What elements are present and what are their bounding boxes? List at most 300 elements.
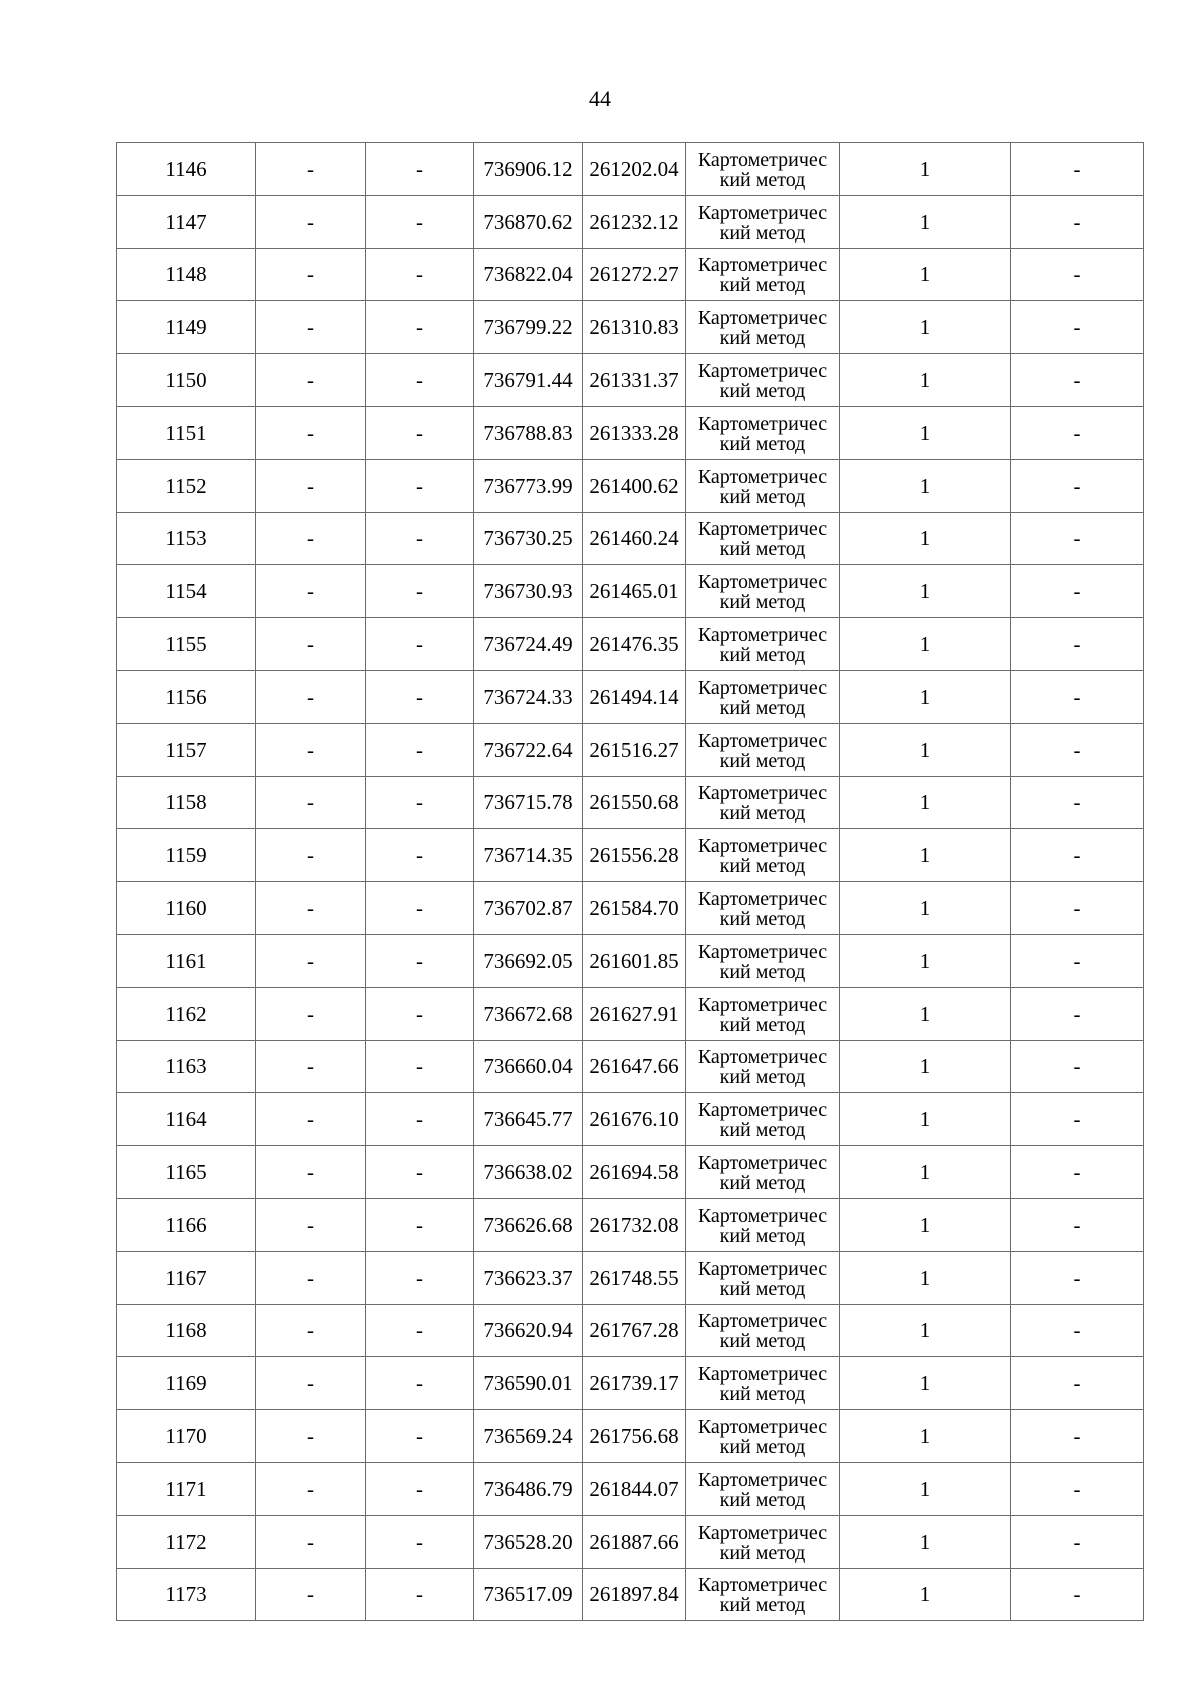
column-7-cell: 1: [840, 1410, 1011, 1463]
column-2-cell: -: [256, 987, 366, 1040]
column-7-cell: 1: [840, 987, 1011, 1040]
method-line-1: Картометричес: [697, 1363, 828, 1386]
point-number-cell: 1164: [117, 1093, 256, 1146]
column-7-cell: 1: [840, 195, 1011, 248]
method-cell: [686, 248, 840, 301]
column-2-cell: -: [256, 406, 366, 459]
column-3-cell: -: [366, 618, 474, 671]
column-2-cell: -: [256, 1304, 366, 1357]
x-coordinate-cell: 736773.99: [474, 459, 583, 512]
x-coordinate-cell: 736528.20: [474, 1515, 583, 1568]
page-number: 44: [589, 86, 611, 111]
method-line-2: кий метод: [719, 1224, 806, 1247]
method-line-1: Картометричес: [697, 940, 828, 963]
column-7-cell: 1: [840, 1462, 1011, 1515]
column-2-cell: -: [256, 829, 366, 882]
x-coordinate-cell: 736626.68: [474, 1198, 583, 1251]
column-2-cell: -: [256, 882, 366, 935]
column-3-cell: -: [366, 195, 474, 248]
column-7-cell: 1: [840, 301, 1011, 354]
y-coordinate-cell: 261460.24: [583, 512, 686, 565]
column-8-cell: -: [1011, 1462, 1144, 1515]
table-row: [117, 1462, 1144, 1515]
table-row: [117, 1198, 1144, 1251]
point-number-cell: 1165: [117, 1146, 256, 1199]
y-coordinate-cell: 261494.14: [583, 670, 686, 723]
method-line-2: кий метод: [719, 1594, 806, 1617]
column-8-cell: -: [1011, 1304, 1144, 1357]
table-row: [117, 354, 1144, 407]
column-7-cell: 1: [840, 248, 1011, 301]
method-cell: [686, 565, 840, 618]
y-coordinate-cell: 261202.04: [583, 143, 686, 196]
method-line-1: Картометричес: [697, 624, 828, 647]
x-coordinate-cell: 736730.93: [474, 565, 583, 618]
method-line-2: кий метод: [719, 960, 806, 983]
y-coordinate-cell: 261584.70: [583, 882, 686, 935]
column-8-cell: -: [1011, 829, 1144, 882]
column-7-cell: 1: [840, 1093, 1011, 1146]
method-cell: [686, 829, 840, 882]
method-cell: [686, 1462, 840, 1515]
column-7-cell: 1: [840, 618, 1011, 671]
column-3-cell: -: [366, 512, 474, 565]
table-row: [117, 670, 1144, 723]
table-row: [117, 882, 1144, 935]
method-line-2: кий метод: [719, 802, 806, 825]
y-coordinate-cell: 261756.68: [583, 1410, 686, 1463]
method-line-2: кий метод: [719, 274, 806, 297]
column-7-cell: 1: [840, 1040, 1011, 1093]
method-line-1: Картометричес: [697, 1468, 828, 1491]
y-coordinate-cell: 261331.37: [583, 354, 686, 407]
table-row: [117, 512, 1144, 565]
method-cell: [686, 195, 840, 248]
column-7-cell: 1: [840, 512, 1011, 565]
x-coordinate-cell: 736822.04: [474, 248, 583, 301]
column-8-cell: -: [1011, 301, 1144, 354]
point-number-cell: 1154: [117, 565, 256, 618]
table-row: [117, 248, 1144, 301]
table-row: [117, 195, 1144, 248]
y-coordinate-cell: 261550.68: [583, 776, 686, 829]
table-row: [117, 459, 1144, 512]
column-2-cell: -: [256, 723, 366, 776]
column-7-cell: 1: [840, 1251, 1011, 1304]
column-8-cell: -: [1011, 354, 1144, 407]
table-row: [117, 1568, 1144, 1621]
method-cell: [686, 987, 840, 1040]
column-3-cell: -: [366, 829, 474, 882]
column-7-cell: 1: [840, 1146, 1011, 1199]
column-3-cell: -: [366, 1357, 474, 1410]
method-cell: [686, 354, 840, 407]
y-coordinate-cell: 261897.84: [583, 1568, 686, 1621]
column-8-cell: -: [1011, 776, 1144, 829]
method-cell: [686, 934, 840, 987]
method-line-2: кий метод: [719, 538, 806, 561]
method-line-1: Картометричес: [697, 1204, 828, 1227]
column-2-cell: -: [256, 934, 366, 987]
method-cell: [686, 459, 840, 512]
column-7-cell: 1: [840, 1515, 1011, 1568]
column-2-cell: -: [256, 670, 366, 723]
method-line-2: кий метод: [719, 1488, 806, 1511]
x-coordinate-cell: 736486.79: [474, 1462, 583, 1515]
column-8-cell: -: [1011, 565, 1144, 618]
column-2-cell: -: [256, 1251, 366, 1304]
method-cell: [686, 1568, 840, 1621]
column-3-cell: -: [366, 934, 474, 987]
method-line-2: кий метод: [719, 696, 806, 719]
column-3-cell: -: [366, 1146, 474, 1199]
point-number-cell: 1155: [117, 618, 256, 671]
column-7-cell: 1: [840, 406, 1011, 459]
y-coordinate-cell: 261694.58: [583, 1146, 686, 1199]
column-3-cell: -: [366, 1198, 474, 1251]
x-coordinate-cell: 736715.78: [474, 776, 583, 829]
column-7-cell: 1: [840, 354, 1011, 407]
x-coordinate-cell: 736791.44: [474, 354, 583, 407]
method-cell: [686, 723, 840, 776]
point-number-cell: 1156: [117, 670, 256, 723]
point-number-cell: 1153: [117, 512, 256, 565]
table-row: [117, 1304, 1144, 1357]
column-8-cell: -: [1011, 1410, 1144, 1463]
point-number-cell: 1173: [117, 1568, 256, 1621]
method-line-2: кий метод: [719, 1330, 806, 1353]
column-8-cell: -: [1011, 723, 1144, 776]
table-row: [117, 723, 1144, 776]
y-coordinate-cell: 261272.27: [583, 248, 686, 301]
column-3-cell: -: [366, 670, 474, 723]
column-2-cell: -: [256, 1040, 366, 1093]
method-cell: [686, 1198, 840, 1251]
column-7-cell: 1: [840, 1198, 1011, 1251]
method-line-1: Картометричес: [697, 993, 828, 1016]
method-cell: [686, 512, 840, 565]
y-coordinate-cell: 261556.28: [583, 829, 686, 882]
column-3-cell: -: [366, 1040, 474, 1093]
method-cell: [686, 1357, 840, 1410]
column-7-cell: 1: [840, 143, 1011, 196]
method-line-2: кий метод: [719, 1541, 806, 1564]
method-line-2: кий метод: [719, 1172, 806, 1195]
x-coordinate-cell: 736906.12: [474, 143, 583, 196]
method-line-1: Картометричес: [697, 518, 828, 541]
column-2-cell: -: [256, 1462, 366, 1515]
point-number-cell: 1170: [117, 1410, 256, 1463]
method-line-2: кий метод: [719, 380, 806, 403]
column-2-cell: -: [256, 1093, 366, 1146]
point-number-cell: 1166: [117, 1198, 256, 1251]
column-2-cell: -: [256, 459, 366, 512]
y-coordinate-cell: 261748.55: [583, 1251, 686, 1304]
method-cell: [686, 776, 840, 829]
method-line-2: кий метод: [719, 855, 806, 878]
column-7-cell: 1: [840, 829, 1011, 882]
column-3-cell: -: [366, 406, 474, 459]
x-coordinate-cell: 736590.01: [474, 1357, 583, 1410]
method-line-1: Картометричес: [697, 1521, 828, 1544]
x-coordinate-cell: 736724.33: [474, 670, 583, 723]
method-line-1: Картометричес: [697, 1152, 828, 1175]
table-row: [117, 406, 1144, 459]
column-8-cell: -: [1011, 882, 1144, 935]
point-number-cell: 1159: [117, 829, 256, 882]
point-number-cell: 1160: [117, 882, 256, 935]
y-coordinate-cell: 261333.28: [583, 406, 686, 459]
table-row: [117, 934, 1144, 987]
method-line-1: Картометричес: [697, 571, 828, 594]
column-3-cell: -: [366, 1251, 474, 1304]
column-2-cell: -: [256, 565, 366, 618]
table-row: [117, 1410, 1144, 1463]
y-coordinate-cell: 261516.27: [583, 723, 686, 776]
method-line-2: кий метод: [719, 1119, 806, 1142]
point-number-cell: 1149: [117, 301, 256, 354]
method-line-1: Картометричес: [697, 1099, 828, 1122]
column-8-cell: -: [1011, 1040, 1144, 1093]
method-line-2: кий метод: [719, 168, 806, 191]
point-number-cell: 1151: [117, 406, 256, 459]
column-3-cell: -: [366, 882, 474, 935]
y-coordinate-cell: 261767.28: [583, 1304, 686, 1357]
x-coordinate-cell: 736517.09: [474, 1568, 583, 1621]
method-line-2: кий метод: [719, 644, 806, 667]
column-8-cell: -: [1011, 406, 1144, 459]
x-coordinate-cell: 736702.87: [474, 882, 583, 935]
x-coordinate-cell: 736692.05: [474, 934, 583, 987]
point-number-cell: 1163: [117, 1040, 256, 1093]
y-coordinate-cell: 261476.35: [583, 618, 686, 671]
method-cell: [686, 1251, 840, 1304]
column-7-cell: 1: [840, 882, 1011, 935]
column-8-cell: -: [1011, 143, 1144, 196]
point-number-cell: 1171: [117, 1462, 256, 1515]
method-line-1: Картометричес: [697, 1574, 828, 1597]
column-8-cell: -: [1011, 1198, 1144, 1251]
column-2-cell: -: [256, 1198, 366, 1251]
column-8-cell: -: [1011, 1568, 1144, 1621]
column-7-cell: 1: [840, 670, 1011, 723]
method-cell: [686, 1515, 840, 1568]
column-2-cell: -: [256, 1410, 366, 1463]
point-number-cell: 1167: [117, 1251, 256, 1304]
method-line-1: Картометричес: [697, 254, 828, 277]
x-coordinate-cell: 736799.22: [474, 301, 583, 354]
y-coordinate-cell: 261310.83: [583, 301, 686, 354]
table-row: [117, 987, 1144, 1040]
x-coordinate-cell: 736623.37: [474, 1251, 583, 1304]
method-line-2: кий метод: [719, 749, 806, 772]
method-line-2: кий метод: [719, 221, 806, 244]
column-8-cell: -: [1011, 1146, 1144, 1199]
method-cell: [686, 1410, 840, 1463]
y-coordinate-cell: 261732.08: [583, 1198, 686, 1251]
column-2-cell: -: [256, 195, 366, 248]
column-8-cell: -: [1011, 459, 1144, 512]
column-3-cell: -: [366, 354, 474, 407]
y-coordinate-cell: 261465.01: [583, 565, 686, 618]
point-number-cell: 1162: [117, 987, 256, 1040]
x-coordinate-cell: 736788.83: [474, 406, 583, 459]
y-coordinate-cell: 261676.10: [583, 1093, 686, 1146]
column-8-cell: -: [1011, 1251, 1144, 1304]
table-row: [117, 143, 1144, 196]
method-cell: [686, 301, 840, 354]
column-8-cell: -: [1011, 1357, 1144, 1410]
point-number-cell: 1152: [117, 459, 256, 512]
x-coordinate-cell: 736569.24: [474, 1410, 583, 1463]
x-coordinate-cell: 736870.62: [474, 195, 583, 248]
y-coordinate-cell: 261400.62: [583, 459, 686, 512]
table-row: [117, 618, 1144, 671]
y-coordinate-cell: 261844.07: [583, 1462, 686, 1515]
method-cell: [686, 670, 840, 723]
column-2-cell: -: [256, 248, 366, 301]
column-7-cell: 1: [840, 1357, 1011, 1410]
method-line-1: Картометричес: [697, 201, 828, 224]
column-2-cell: -: [256, 143, 366, 196]
method-line-1: Картометричес: [697, 412, 828, 435]
method-line-1: Картометричес: [697, 1416, 828, 1439]
table-row: [117, 829, 1144, 882]
column-2-cell: -: [256, 1515, 366, 1568]
column-2-cell: -: [256, 618, 366, 671]
point-number-cell: 1148: [117, 248, 256, 301]
method-cell: [686, 1146, 840, 1199]
method-line-1: Картометричес: [697, 465, 828, 488]
column-8-cell: -: [1011, 934, 1144, 987]
method-line-2: кий метод: [719, 1383, 806, 1406]
table-row: [117, 565, 1144, 618]
column-3-cell: -: [366, 1568, 474, 1621]
table-body: [117, 143, 1144, 1621]
column-3-cell: -: [366, 1410, 474, 1463]
method-line-1: Картометричес: [697, 729, 828, 752]
column-3-cell: -: [366, 776, 474, 829]
method-line-2: кий метод: [719, 908, 806, 931]
column-7-cell: 1: [840, 1568, 1011, 1621]
column-3-cell: -: [366, 987, 474, 1040]
column-3-cell: -: [366, 723, 474, 776]
y-coordinate-cell: 261647.66: [583, 1040, 686, 1093]
column-7-cell: 1: [840, 1304, 1011, 1357]
method-cell: [686, 1040, 840, 1093]
column-8-cell: -: [1011, 1093, 1144, 1146]
point-number-cell: 1147: [117, 195, 256, 248]
method-line-2: кий метод: [719, 432, 806, 455]
point-number-cell: 1157: [117, 723, 256, 776]
method-cell: [686, 406, 840, 459]
column-3-cell: -: [366, 301, 474, 354]
point-number-cell: 1168: [117, 1304, 256, 1357]
y-coordinate-cell: 261739.17: [583, 1357, 686, 1410]
method-line-1: Картометричес: [697, 1046, 828, 1069]
column-2-cell: -: [256, 512, 366, 565]
method-line-1: Картометричес: [697, 1257, 828, 1280]
column-7-cell: 1: [840, 459, 1011, 512]
method-line-2: кий метод: [719, 1436, 806, 1459]
table-row: [117, 301, 1144, 354]
column-8-cell: -: [1011, 512, 1144, 565]
method-cell: [686, 882, 840, 935]
point-number-cell: 1150: [117, 354, 256, 407]
table-row: [117, 1515, 1144, 1568]
point-number-cell: 1158: [117, 776, 256, 829]
column-7-cell: 1: [840, 934, 1011, 987]
column-3-cell: -: [366, 459, 474, 512]
method-cell: [686, 1304, 840, 1357]
method-line-1: Картометричес: [697, 1310, 828, 1333]
column-8-cell: -: [1011, 987, 1144, 1040]
column-2-cell: -: [256, 1568, 366, 1621]
x-coordinate-cell: 736672.68: [474, 987, 583, 1040]
method-line-2: кий метод: [719, 1013, 806, 1036]
column-2-cell: -: [256, 354, 366, 407]
method-line-1: Картометричес: [697, 360, 828, 383]
table-row: [117, 1040, 1144, 1093]
method-cell: [686, 143, 840, 196]
x-coordinate-cell: 736722.64: [474, 723, 583, 776]
method-line-2: кий метод: [719, 591, 806, 614]
column-8-cell: -: [1011, 670, 1144, 723]
column-3-cell: -: [366, 143, 474, 196]
column-3-cell: -: [366, 248, 474, 301]
method-line-2: кий метод: [719, 485, 806, 508]
coordinates-table: [116, 142, 1144, 1621]
method-line-1: Картометричес: [697, 782, 828, 805]
column-8-cell: -: [1011, 248, 1144, 301]
table-row: [117, 1093, 1144, 1146]
method-line-2: кий метод: [719, 1277, 806, 1300]
column-3-cell: -: [366, 1093, 474, 1146]
column-7-cell: 1: [840, 723, 1011, 776]
table-row: [117, 1357, 1144, 1410]
column-7-cell: 1: [840, 565, 1011, 618]
column-3-cell: -: [366, 1515, 474, 1568]
x-coordinate-cell: 736714.35: [474, 829, 583, 882]
column-3-cell: -: [366, 565, 474, 618]
point-number-cell: 1172: [117, 1515, 256, 1568]
y-coordinate-cell: 261601.85: [583, 934, 686, 987]
method-line-1: Картометричес: [697, 888, 828, 911]
x-coordinate-cell: 736724.49: [474, 618, 583, 671]
x-coordinate-cell: 736645.77: [474, 1093, 583, 1146]
method-line-1: Картометричес: [697, 148, 828, 171]
column-2-cell: -: [256, 301, 366, 354]
column-2-cell: -: [256, 776, 366, 829]
method-line-2: кий метод: [719, 1066, 806, 1089]
column-8-cell: -: [1011, 618, 1144, 671]
method-line-1: Картометричес: [697, 835, 828, 858]
x-coordinate-cell: 736638.02: [474, 1146, 583, 1199]
x-coordinate-cell: 736730.25: [474, 512, 583, 565]
point-number-cell: 1169: [117, 1357, 256, 1410]
method-cell: [686, 618, 840, 671]
method-cell: [686, 1093, 840, 1146]
column-2-cell: -: [256, 1357, 366, 1410]
point-number-cell: 1146: [117, 143, 256, 196]
x-coordinate-cell: 736660.04: [474, 1040, 583, 1093]
column-2-cell: -: [256, 1146, 366, 1199]
table-row: [117, 1251, 1144, 1304]
column-3-cell: -: [366, 1462, 474, 1515]
table-row: [117, 1146, 1144, 1199]
column-7-cell: 1: [840, 776, 1011, 829]
column-3-cell: -: [366, 1304, 474, 1357]
